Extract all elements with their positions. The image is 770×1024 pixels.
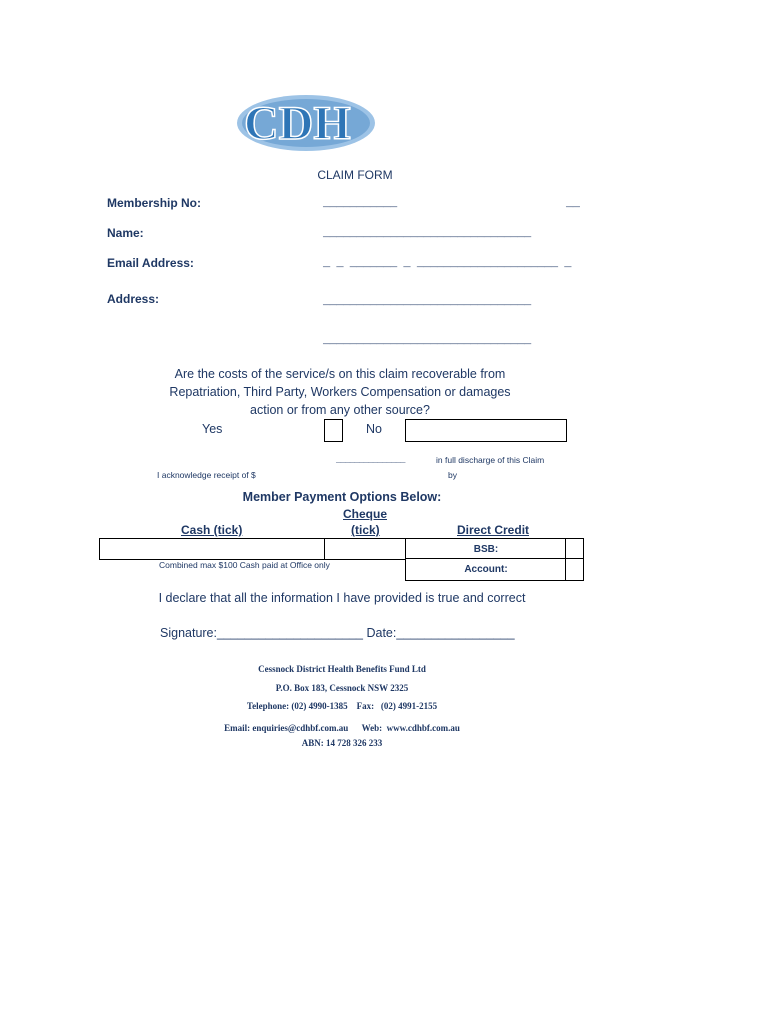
yes-checkbox[interactable] bbox=[324, 419, 343, 442]
date-input[interactable]: _________________ bbox=[396, 626, 515, 640]
address-input-line-1[interactable]: _______________________________ bbox=[323, 294, 531, 308]
question-line-1: Are the costs of the service/s on this claim recoverable from bbox=[174, 367, 506, 381]
signature-row bbox=[160, 626, 515, 640]
declaration-text: I declare that all the information I have provided is true and correct bbox=[158, 591, 526, 605]
no-label: No bbox=[366, 422, 382, 436]
recoverable-question bbox=[130, 365, 550, 419]
signature-input[interactable]: _____________________ bbox=[216, 626, 363, 640]
membership-label: Membership No: bbox=[107, 196, 202, 210]
cash-tick-box[interactable] bbox=[99, 538, 326, 560]
bsb-field[interactable] bbox=[405, 538, 567, 560]
cheque-label-line-1: Cheque bbox=[343, 507, 388, 521]
question-line-2: Repatriation, Third Party, Workers Compensation or damages bbox=[169, 385, 511, 399]
cdh-logo-graphic bbox=[236, 92, 388, 154]
name-label: Name: bbox=[107, 226, 144, 240]
acknowledge-amount-input[interactable]: _______________ bbox=[336, 455, 406, 465]
logo-text: CDH bbox=[244, 97, 351, 150]
acknowledge-text: I acknowledge receipt of $ bbox=[157, 470, 256, 480]
account-field[interactable] bbox=[405, 558, 567, 581]
membership-input-suffix[interactable]: __ bbox=[566, 196, 580, 210]
cdh-logo bbox=[236, 92, 388, 154]
email-input[interactable]: _ _ _______ _ _____________________ _ bbox=[323, 256, 571, 270]
question-line-3: action or from any other source? bbox=[250, 403, 430, 417]
address-label: Address: bbox=[107, 292, 160, 306]
cheque-label-line-2: (tick) bbox=[351, 523, 380, 537]
yes-label: Yes bbox=[202, 422, 223, 436]
account-label: Account: bbox=[464, 564, 508, 575]
by-text: by bbox=[448, 470, 457, 480]
bsb-tick-box[interactable] bbox=[565, 538, 584, 560]
cheque-tick-box[interactable] bbox=[324, 538, 407, 560]
email-label: Email Address: bbox=[107, 256, 194, 270]
cash-label: Cash (tick) bbox=[181, 523, 243, 537]
footer-org: Cessnock District Health Benefits Fund Ltd bbox=[258, 664, 426, 674]
footer-abn: ABN: 14 728 326 233 bbox=[301, 738, 383, 748]
address-input-line-2[interactable]: _______________________________ bbox=[323, 333, 531, 347]
footer-phone: Telephone: (02) 4990-1385 Fax: (02) 4991-2155 bbox=[246, 701, 438, 711]
footer-email-web: Email: enquiries@cdhbf.com.au Web: www.cdhbf.com.au bbox=[224, 723, 460, 733]
discharge-text: in full discharge of this Claim bbox=[436, 455, 545, 465]
membership-input[interactable]: ___________ bbox=[323, 196, 397, 210]
cash-note: Combined max $100 Cash paid at Office only bbox=[159, 560, 330, 570]
name-input[interactable]: _______________________________ bbox=[323, 226, 531, 240]
account-tick-box[interactable] bbox=[565, 558, 584, 581]
footer-address: P.O. Box 183, Cessnock NSW 2325 bbox=[275, 683, 409, 693]
form-title: CLAIM FORM bbox=[317, 168, 393, 182]
signature-label: Signature: bbox=[160, 626, 217, 640]
no-checkbox[interactable] bbox=[405, 419, 567, 442]
date-label: Date: bbox=[366, 626, 397, 640]
bsb-label: BSB: bbox=[473, 544, 499, 555]
direct-credit-label: Direct Credit bbox=[457, 523, 530, 537]
payment-heading: Member Payment Options Below: bbox=[242, 490, 442, 504]
